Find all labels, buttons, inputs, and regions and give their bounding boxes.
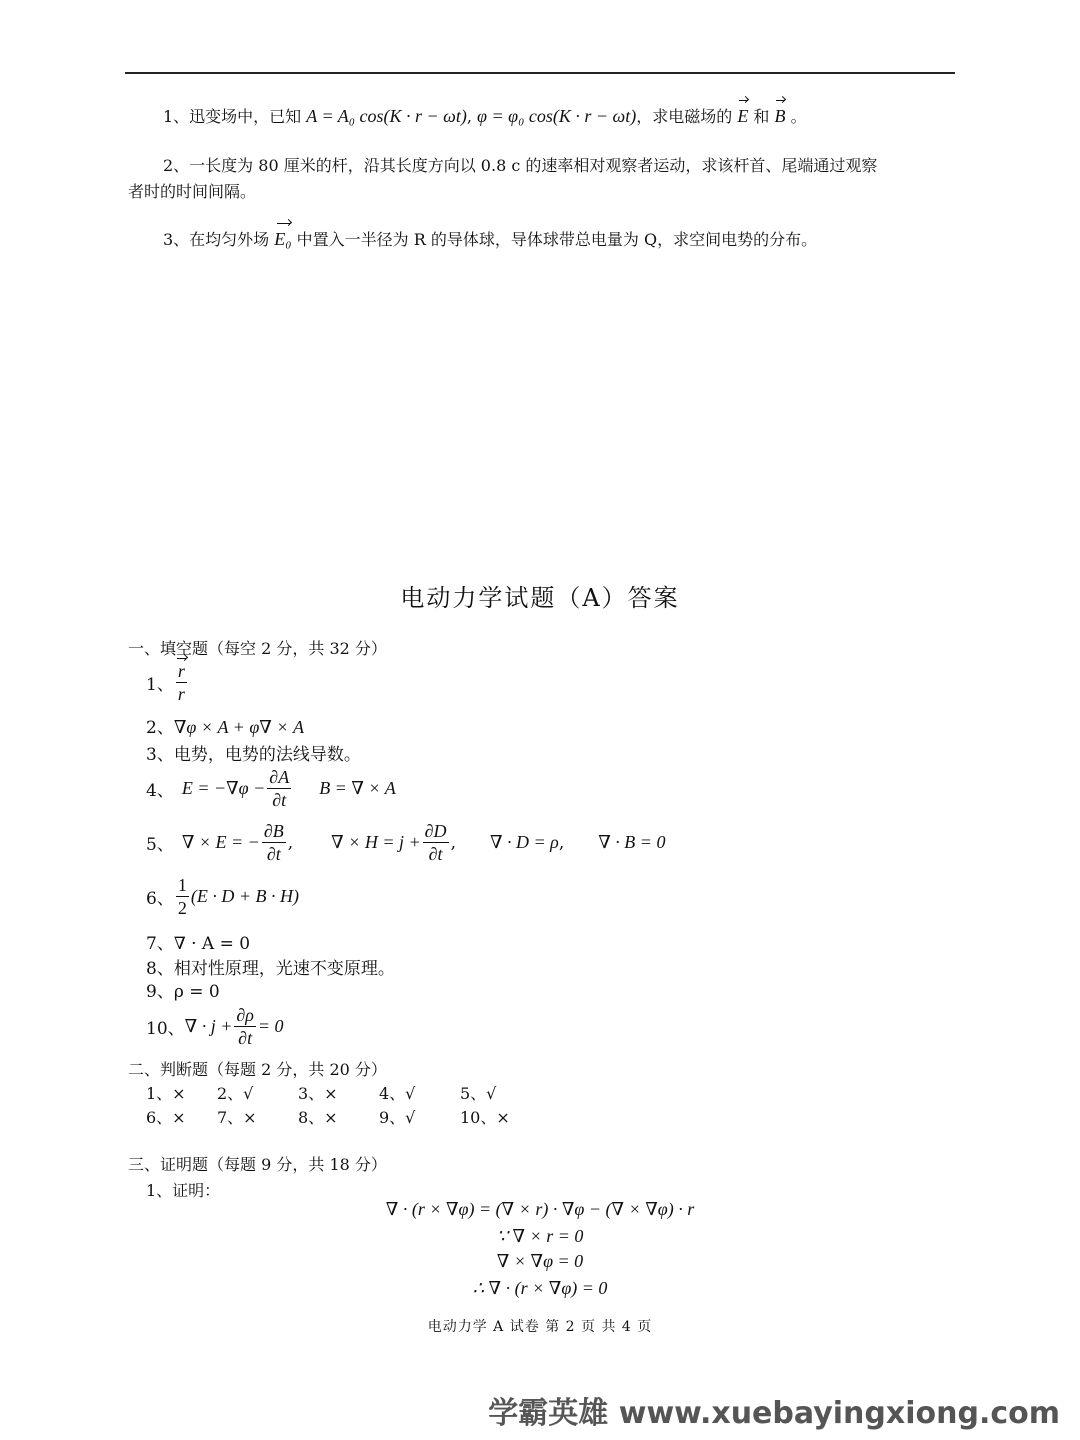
- answer-10-expr: ∇ · j +: [184, 1016, 233, 1036]
- proof-line-1: ∇ · (r × ∇φ) = (∇ × r) · ∇φ − (∇ × ∇φ) · r: [385, 1199, 695, 1219]
- answer-6-denominator: 2: [177, 898, 187, 918]
- answer-3: 3、电势，电势的法线导数。: [146, 745, 361, 765]
- answer-1: [146, 660, 189, 705]
- answer-6-fraction: [176, 874, 189, 919]
- judgement-5: 5、√: [460, 1084, 497, 1103]
- q3-suffix: 中置入一半径为 R 的导体球，导体球带总电量为 Q，求空间电势的分布。: [296, 230, 818, 249]
- q1-prefix: 1、迅变场中，已知: [163, 107, 302, 126]
- answer-9: 9、ρ = 0: [146, 982, 220, 1002]
- answer-title: 电动力学试题（A）答案: [400, 584, 680, 612]
- section-1-heading: 一、填空题（每空 2 分，共 32 分）: [128, 639, 387, 658]
- answer-5-curl-H: ∇ × H = j +: [331, 832, 421, 852]
- q1-scalar-potential: φ = φ₀ cos(K · r − ωt): [477, 106, 637, 126]
- answer-10-tail: = 0: [257, 1016, 284, 1036]
- proof-line-3: ∇ × ∇φ = 0: [496, 1251, 584, 1271]
- answer-5-fraction-D: [423, 820, 449, 865]
- answer-4-E-expr: E = −∇φ −: [181, 778, 266, 798]
- page-footer: 电动力学 A 试卷 第 2 页 共 4 页: [427, 1319, 653, 1335]
- q1-suffix: ，求电磁场的: [636, 107, 733, 126]
- answer-8: 8、相对性原理，光速不变原理。: [146, 959, 395, 979]
- question-2-line-2: 者时的时间间隔。: [128, 182, 257, 201]
- answer-5-div-D: ∇ · D = ρ: [489, 832, 559, 852]
- answer-1-denominator: r: [177, 684, 185, 704]
- q1-E-vector: E: [737, 102, 748, 130]
- judgement-6: 6、×: [146, 1108, 186, 1127]
- q1-vector-potential: A = A₀ cos(K · r − ωt): [306, 106, 467, 126]
- judgement-row-1: [146, 1081, 541, 1104]
- answer-4-numerator: ∂A: [269, 767, 290, 787]
- answer-1-label: 1、: [146, 675, 174, 695]
- answer-2: [146, 713, 304, 738]
- answer-4-fraction: [267, 766, 291, 811]
- answer-4: [146, 766, 396, 811]
- answer-6-label: 6、: [146, 889, 174, 909]
- answer-10-numerator: ∂ρ: [236, 1005, 254, 1025]
- judgement-row-2: [146, 1105, 541, 1128]
- judgement-9: 9、√: [379, 1108, 416, 1127]
- proof-line-2: ∵ ∇ × r = 0: [496, 1226, 584, 1246]
- answer-10: [146, 1004, 284, 1049]
- answer-5-curl-E: ∇ × E = −: [181, 832, 260, 852]
- answer-4-B-expr: B = ∇ × A: [319, 778, 396, 798]
- answer-2-label: 2、: [146, 718, 174, 738]
- judgement-10: 10、×: [460, 1108, 510, 1127]
- answer-2-expr: ∇φ × A + φ∇ × A: [173, 717, 304, 737]
- judgement-7: 7、×: [217, 1108, 257, 1127]
- top-rule: [125, 72, 955, 74]
- answer-4-denominator: ∂t: [272, 790, 287, 810]
- answer-5: 5、 ∇ × E = − $\frac{\partial B}{\partial t}$ , ∇ × H = j + $\frac{\partial D}{\partial t}$ , ∇ · D = ρ , ∇ · B = 0: [146, 821, 666, 864]
- q1-and: 和: [753, 107, 770, 126]
- answer-6-expr: (E · D + B · H): [190, 886, 299, 906]
- answer-7: 7、∇ · A = 0: [146, 934, 251, 954]
- judgement-1: 1、×: [146, 1084, 186, 1103]
- answer-1-fraction: [176, 660, 187, 705]
- answer-5-B-denominator: ∂t: [266, 844, 281, 864]
- answer-5-fraction-B: [262, 820, 286, 865]
- answer-5-D-numerator: ∂D: [424, 821, 447, 841]
- question-2-line-1: 2、一长度为 80 厘米的杆，沿其长度方向以 0.8 c 的速率相对观察者运动，求该杆首、尾端通过观察: [163, 156, 878, 175]
- section-3-heading: 三、证明题（每题 9 分，共 18 分）: [128, 1155, 387, 1174]
- answer-1-numerator: r: [177, 661, 185, 681]
- judgement-2: 2、√: [217, 1084, 254, 1103]
- watermark: 学霸英雄 www.xuebayingxiong.com: [488, 1396, 1060, 1431]
- judgement-8: 8、×: [298, 1108, 338, 1127]
- section-2-heading: 二、判断题（每题 2 分，共 20 分）: [128, 1060, 387, 1079]
- answer-5-D-denominator: ∂t: [428, 844, 443, 864]
- question-1: 1、迅变场中，已知 A = A₀ cos(K · r − ωt), φ = φ₀ cos(K · r − ωt)，求电磁场的 E 和 B 。: [163, 102, 807, 131]
- q1-B-vector: B: [775, 102, 786, 130]
- answer-10-fraction: [234, 1004, 256, 1049]
- proof-1-label: 1、证明：: [146, 1181, 221, 1200]
- answer-6: [146, 874, 299, 919]
- answer-6-numerator: 1: [177, 875, 187, 895]
- answer-10-denominator: ∂t: [238, 1028, 253, 1048]
- answer-5-div-B: ∇ · B = 0: [598, 832, 666, 852]
- proof-line-4: ∴ ∇ · (r × ∇φ) = 0: [472, 1278, 608, 1298]
- answer-10-label: 10、: [146, 1019, 185, 1039]
- q1-end: 。: [790, 107, 807, 126]
- question-3: [163, 225, 817, 254]
- judgement-3: 3、×: [298, 1084, 338, 1103]
- answer-5-B-numerator: ∂B: [263, 821, 284, 841]
- answer-4-label: 4、: [146, 781, 174, 801]
- q3-E0-vector: E₀: [274, 225, 291, 253]
- q3-prefix: 3、在均匀外场: [163, 230, 270, 249]
- answer-5-label: 5、: [146, 835, 174, 855]
- judgement-4: 4、√: [379, 1084, 416, 1103]
